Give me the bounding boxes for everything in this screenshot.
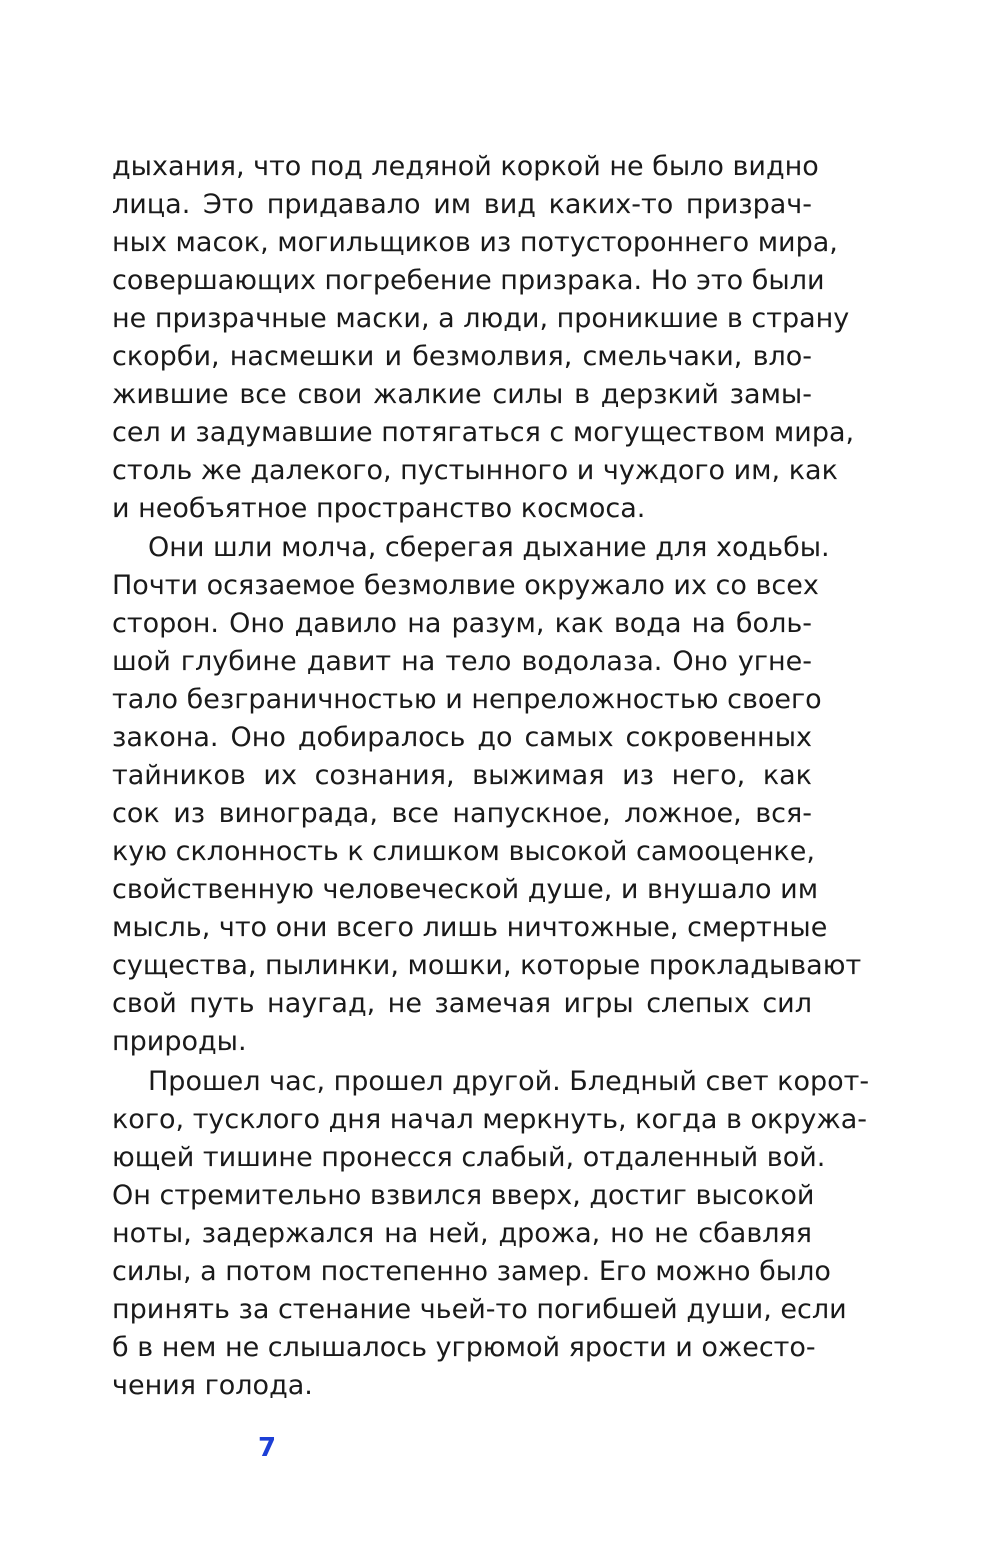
text-line: сок из винограда, все напускное, ложное, вся-: [112, 798, 812, 829]
text-line: существа, пылинки, мошки, которые прокладывают: [112, 950, 862, 981]
page-number: 7: [258, 1433, 277, 1463]
text-line: не призрачные маски, а люди, проникшие в страну: [112, 303, 850, 334]
text-line: чения голода.: [112, 1370, 313, 1401]
text-line: тало безграничностью и непреложностью своего: [112, 684, 822, 715]
text-line: ных масок, могильщиков из потустороннего мира,: [112, 227, 838, 258]
text-line: столь же далекого, пустынного и чуждого им, как: [112, 455, 838, 486]
text-line: природы.: [112, 1026, 247, 1057]
text-line: ющей тишине пронесся слабый, отдаленный вой.: [112, 1142, 826, 1173]
text-line: Почти осязаемое безмолвие окружало их со всех: [112, 570, 819, 601]
text-line: скорби, насмешки и безмолвия, смельчаки, вло-: [112, 341, 812, 372]
text-line: сторон. Оно давило на разум, как вода на боль-: [112, 608, 812, 639]
text-line: дыхания, что под ледяной коркой не было видно: [112, 151, 819, 182]
text-line: мысль, что они всего лишь ничтожные, смертные: [112, 912, 828, 943]
text-line: силы, а потом постепенно замер. Его можно было: [112, 1256, 831, 1287]
text-line: принять за стенание чьей-то погибшей души, если: [112, 1294, 847, 1325]
text-line: жившие все свои жалкие силы в дерзкий замы-: [112, 379, 812, 410]
text-line: шой глубине давит на тело водолаза. Оно угне-: [112, 646, 812, 677]
text-line: Они шли молча, сберегая дыхание для ходьбы.: [148, 532, 830, 563]
text-line: свойственную человеческой душе, и внушало им: [112, 874, 819, 905]
text-line: кую склонность к слишком высокой самооценке,: [112, 836, 815, 867]
text-line: тайников их сознания, выжимая из него, как: [112, 760, 812, 791]
text-line: совершающих погребение призрака. Но это были: [112, 265, 825, 296]
text-line: кого, тусклого дня начал меркнуть, когда в окружа-: [112, 1104, 868, 1135]
text-line: лица. Это придавало им вид каких-то призрач-: [112, 189, 812, 220]
text-line: б в нем не слышалось угрюмой ярости и ожесто-: [112, 1332, 816, 1363]
text-line: свой путь наугад, не замечая игры слепых сил: [112, 988, 812, 1019]
text-line: Он стремительно взвился вверх, достиг высокой: [112, 1180, 815, 1211]
text-line: закона. Оно добиралось до самых сокровенных: [112, 722, 812, 753]
text-line: ноты, задержался на ней, дрожа, но не сбавляя: [112, 1218, 812, 1249]
text-line: Прошел час, прошел другой. Бледный свет корот-: [148, 1066, 870, 1097]
text-line: и необъятное пространство космоса.: [112, 493, 646, 524]
text-line: сел и задумавшие потягаться с могуществом мира,: [112, 417, 855, 448]
